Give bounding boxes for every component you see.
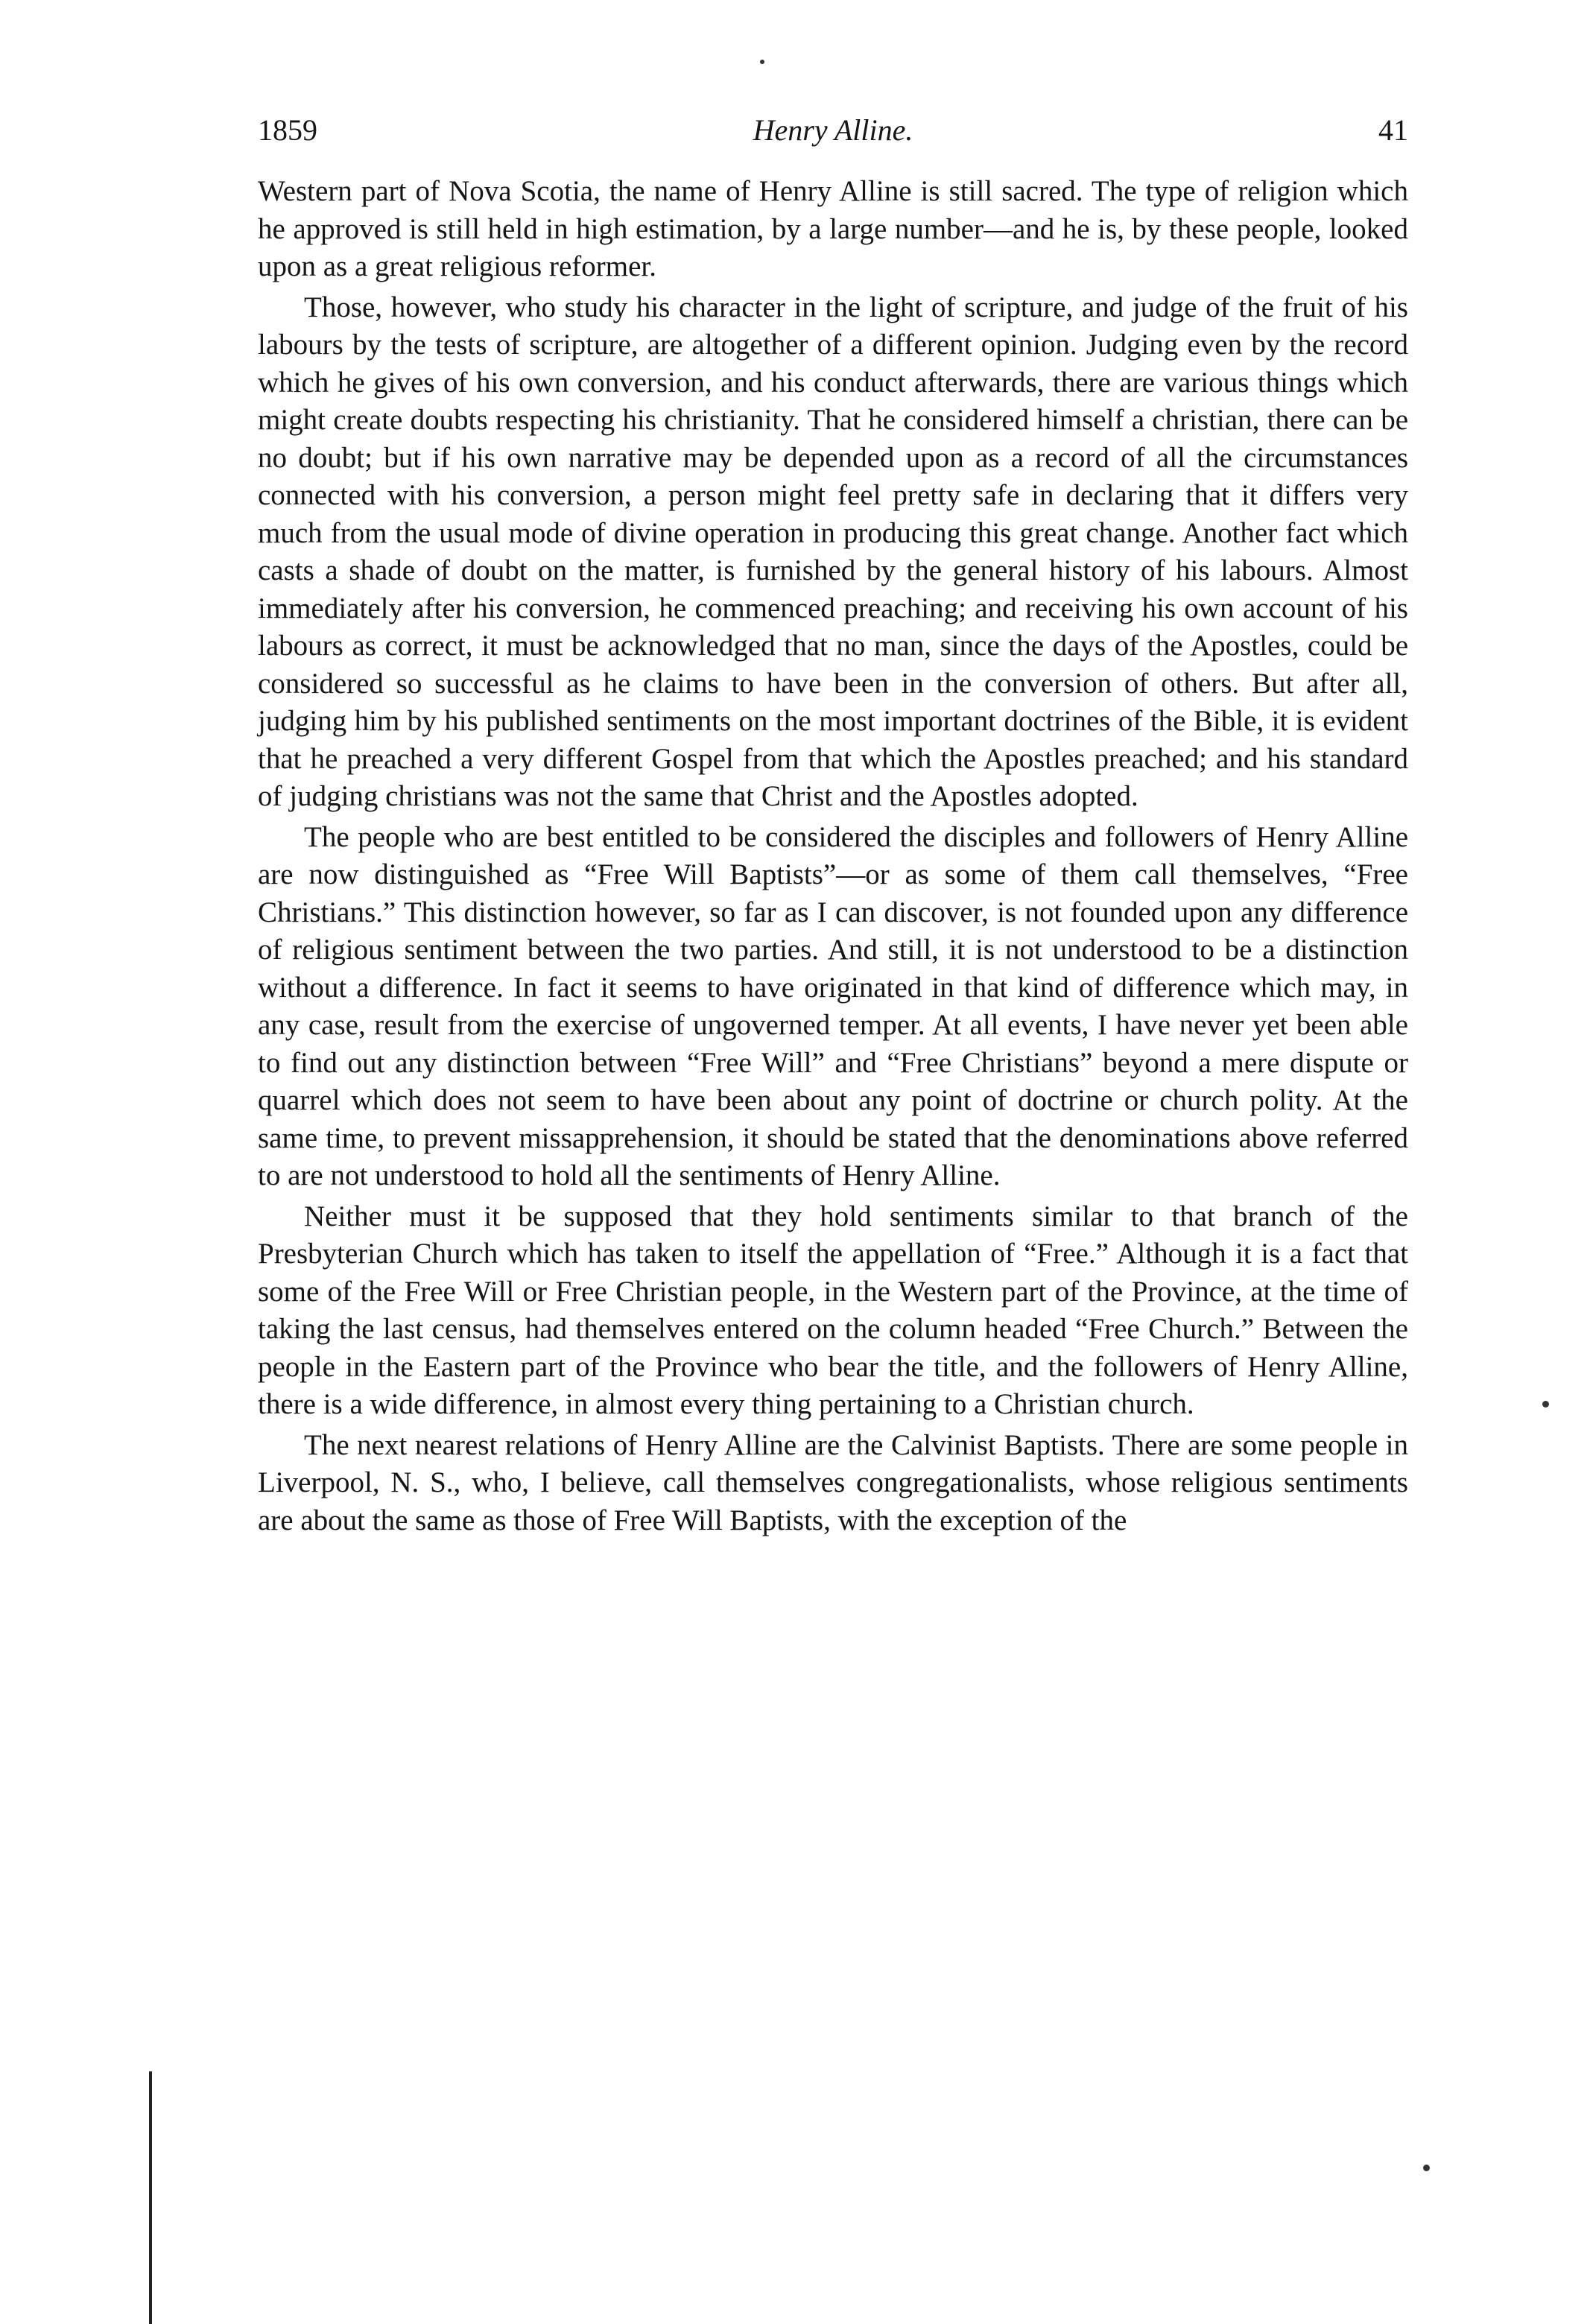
paragraph: The people who are best entitled to be considered the disciples and followers of Henry Alline are now distinguished as “Free Will Baptists”—or as some of them call themselves, “Free Christians.” This distinction however, so far as I can discover, is not founded upon any difference of religious sentiment between the two parties. And still, it is not understood to be a distinction without a difference. In fact it seems to have originated in that kind of difference which may, in any case, result from the exercise of ungoverned temper. At all events, I have never yet been able to find out any distinction between “Free Will” and “Free Christians” beyond a mere dispute or quarrel which does not seem to have been about any point of doctrine or church polity. At the same time, to prevent missapprehension, it should be stated that the denominations above referred to are not understood to hold all the sentiments of Henry Alline. bbox=[258, 820, 1408, 1191]
body-text bbox=[258, 173, 1408, 1539]
running-head-year: 1859 bbox=[258, 113, 317, 147]
page bbox=[258, 104, 1408, 1539]
running-head bbox=[258, 104, 1408, 156]
running-head-title: Henry Alline. bbox=[753, 113, 913, 147]
scan-speck bbox=[1423, 2165, 1430, 2171]
scan-margin-line bbox=[149, 2071, 152, 2324]
scan-speck bbox=[760, 60, 764, 64]
paragraph: The next nearest relations of Henry Alline are the Calvinist Baptists. There are some people in Liverpool, N. S., who, I believe, call themselves congregationalists, whose religious sentiments are about the same as those of Free Will Baptists, with the exception of the bbox=[258, 1428, 1408, 1536]
paragraph: Western part of Nova Scotia, the name of Henry Alline is still sacred. The type of religion which he approved is still held in high estimation, by a large number—and he is, by these people, looked upon as a great religious reformer. bbox=[258, 175, 1408, 282]
page-number: 41 bbox=[1378, 113, 1408, 147]
scan-speck bbox=[1542, 1401, 1549, 1408]
paragraph: Neither must it be supposed that they hold sentiments similar to that branch of the Presbyterian Church which has taken to itself the appellation of “Free.” Although it is a fact that some of the Free Will or Free Christian people, in the Western part of the Province, at the time of taking the last census, had themselves entered on the column headed “Free Church.” Between the people in the Eastern part of the Province who bear the title, and the followers of Henry Alline, there is a wide difference, in almost every thing pertaining to a Christian church. bbox=[258, 1200, 1408, 1420]
paragraph: Those, however, who study his character in the light of scripture, and judge of the fruit of his labours by the tests of scripture, are altogether of a different opinion. Judging even by the record which he gives of his own conversion, and his conduct afterwards, there are various things which might create doubts respecting his christianity. That he considered himself a christian, there can be no doubt; but if his own narrative may be depended upon as a record of all the circumstances connected with his conversion, a person might feel pretty safe in declaring that it differs very much from the usual mode of divine operation in producing this great change. Another fact which casts a shade of doubt on the matter, is furnished by the general history of his labours. Almost immediately after his conversion, he commenced preaching; and receiving his own account of his labours as correct, it must be acknowledged that no man, since the days of the Apostles, could be considered so successful as he claims to have been in the conversion of others. But after all, judging him by his published sentiments on the most important doctrines of the Bible, it is evident that he preached a very different Gospel from that which the Apostles preached; and his standard of judging christians was not the same that Christ and the Apostles adopted. bbox=[258, 291, 1408, 812]
